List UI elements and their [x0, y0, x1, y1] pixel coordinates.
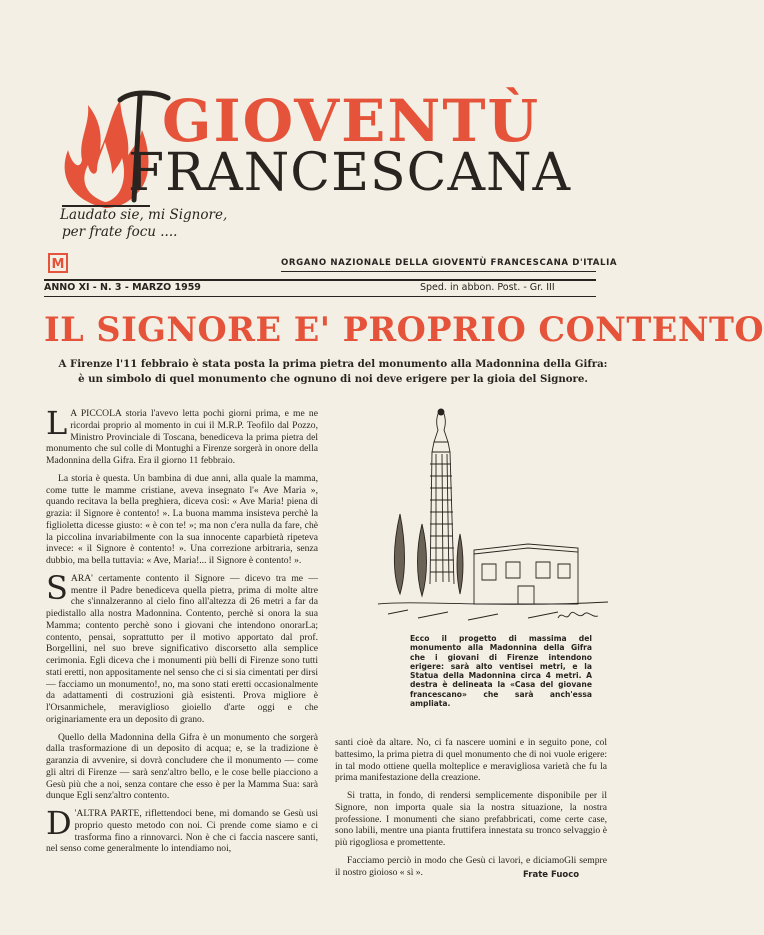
article-paragraph: Facciamo perciò in modo che Gesù ci lavori, e diciamoGli sempre il nostro gioioso « sì ».	[335, 854, 607, 878]
motto-line: Laudato sie, mi Signore,	[60, 207, 228, 223]
article-column-right	[335, 737, 607, 884]
postal-info: Sped. in abbon. Post. - Gr. III	[420, 282, 555, 293]
article-paragraph: Si tratta, in fondo, di rendersi semplicemente disponibile per il Signore, non importa quale sia la nostra situazione, la nostra professione. I monumenti che siano prefabbricati, come certe case, sono labili, mentre una pianta fruttifera innestata su tronco selvaggio è più rigogliosa e promettente.	[335, 790, 607, 848]
article-paragraph: La storia è questa. Un bambina di due anni, alla quale la mamma, come tutte le mamme cristiane, aveva insegnato l'« Ave Maria », quando recitava la bella preghiera, diceva così: « Ave Maria! piena di grazia: il Signore è contento! ». La buona mamma insisteva perchè la figlioletta dicesse giusto: « è con te! »; ma non c'era nulla da fare, chè la piccolina invariabilmente con la sua innocente caparbietà ripeteva invece: « il Signore è contento! ». Una correzione arbitraria, senza dubbio, ma bella tuttavia: « Ave, Maria!... il Signore è contento! ».	[46, 472, 318, 566]
divider	[281, 271, 596, 272]
drop-cap: L	[46, 404, 68, 442]
monument-drawing	[378, 404, 610, 629]
masthead-title-top: GIOVENTÙ	[162, 87, 541, 155]
organ-line: ORGANO NAZIONALE DELLA GIOVENTÙ FRANCESCANA D'ITALIA	[281, 258, 618, 268]
divider	[44, 296, 596, 297]
masthead-title-bottom: FRANCESCANA	[128, 143, 572, 203]
author-signature: Frate Fuoco	[523, 870, 580, 880]
article-column-left	[46, 404, 319, 861]
drop-cap: S	[46, 568, 68, 607]
drop-cap: D	[46, 804, 72, 842]
subhead-line: A Firenze l'11 febbraio è stata posta la prima pietra del monumento alla Madonnina della Gifra:	[58, 358, 608, 370]
subhead-line: è un simbolo di quel monumento che ognuno di noi deve erigere per la gioia del Signore.	[78, 372, 588, 385]
article-paragraph: Quello della Madonnina della Gifra è un monumento che sorgerà dalla trasformazione di un deposito di acqua; e, se la tradizione è garanzia di avvenire, si dovrà concludere che il monumento — come gli altri di Firenze — sarà senz'altro bello, e le cose belle piacciono a Gesù più che a noi, senza contare che esso è per la Mamma Sua: sarà dunque Egli senz'altro contento.	[46, 731, 318, 802]
article-paragraph	[46, 804, 318, 855]
m-logo-icon: M	[48, 253, 68, 273]
masthead-motto	[60, 207, 250, 241]
article-subhead	[58, 357, 608, 386]
article-paragraph	[46, 404, 318, 467]
paragraph-text: A PICCOLA storia l'avevo letta pochi giorni prima, e me ne ricordai proprio al momento in cui il M.R.P. Teofilo dal Pozzo, Ministro Provinciale di Toscana, benediceva la prima pietra del monumento che sul colle di Montughi a Firenze sorgerà in onore della Madonnina della Gifra. Era il giorno 11 febbraio.	[46, 408, 318, 466]
article-paragraph: santi cioè da altare. No, ci fa nascere uomini e in seguito pone, col battesimo, la prima pietra di quel monumento che di noi vuole erigere: in tal modo ottiene quella molteplice e meravigliosa varietà che fu la prima manifestazione della creazione.	[335, 737, 607, 784]
paragraph-text: 'ALTRA PARTE, riflettendoci bene, mi domando se Gesù usi proprio questo metodo con noi. Ci prende come siamo e ci trasforma fino a rinnovarci. Non è che ci faccia nascere santi, nel senso come generalmente lo intendiamo noi,	[46, 808, 318, 855]
issue-info: ANNO XI - N. 3 - MARZO 1959	[44, 282, 201, 293]
article-headline: IL SIGNORE E' PROPRIO CONTENTO	[44, 310, 764, 349]
paragraph-text: ARA' certamente contento il Signore — dicevo tra me — mentre il Padre benediceva quella pietra, prima di molte altre che s'innalzeranno al cielo fino all'altezza di 26 metri a far da piedistallo alla nostra Madonnina. Contento, perchè si onora la sua Mamma; contento perchè sono i giovani che intendono onorarLa; contento, pensai, soprattutto per il motivo apportato dal prof. Borgellini, nel suo breve significativo discorsetto alla semplice cerimonia. Egli diceva che i monumenti più belli di Firenze sono tutti stati eretti, non appositamente nel senso che ci si sia cimentati per dirsi — facciamo un monumento!, no, ma sono stati eretti occasionalmente da adattamenti di costruzioni già esistenti. Prova migliore è l'Orsanmichele, meraviglioso gioiello d'arte oggi e che originariamente era un deposito di grano.	[46, 572, 319, 725]
article-paragraph	[46, 568, 319, 726]
illustration-caption: Ecco il progetto di massima del monumento alla Madonnina della Gifra che i giovani di Firenze intendono erigere: sarà alto ventisei metri, e la Statua della Madonnina circa 4 metri. A destra è delineata la «Casa del giovane francescano» che sarà anch'essa ampliata.	[410, 634, 592, 709]
divider	[44, 279, 596, 281]
motto-line: per frate focu ....	[62, 224, 178, 240]
